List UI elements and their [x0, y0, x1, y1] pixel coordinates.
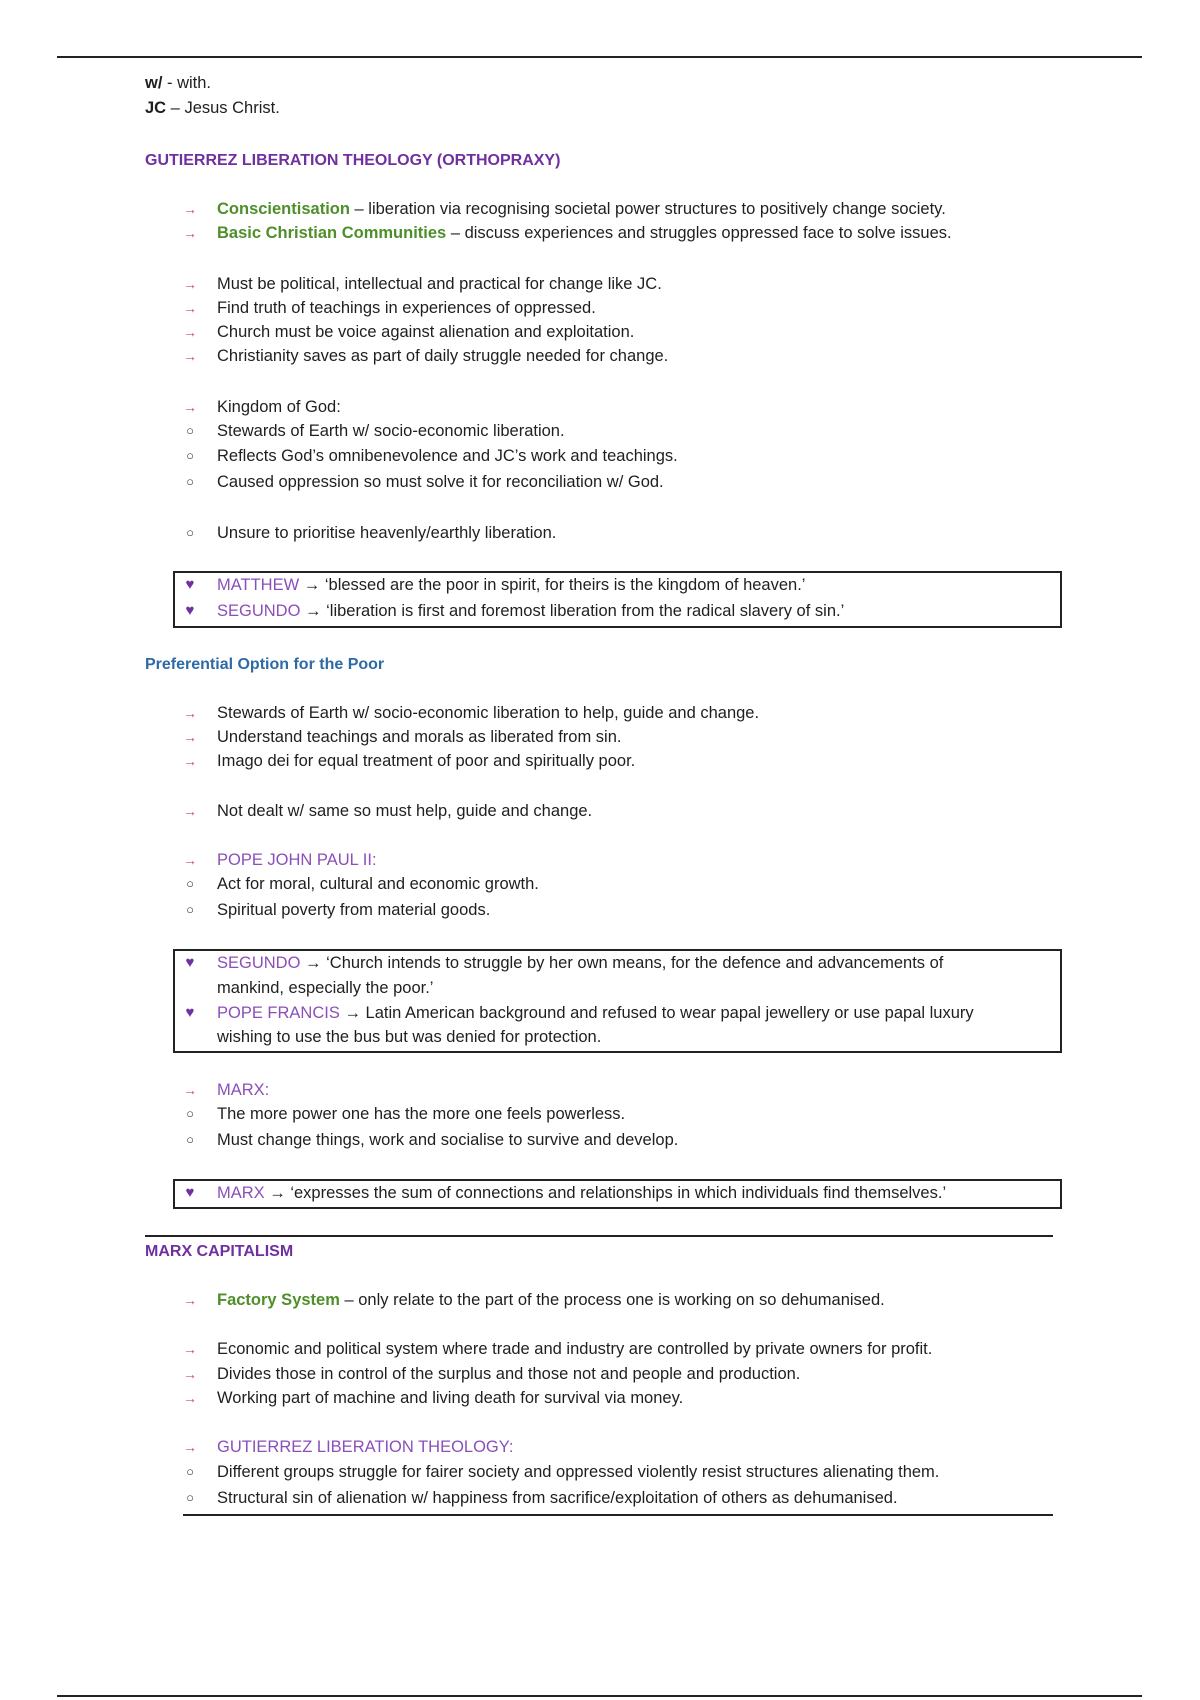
top-rule	[57, 56, 1142, 58]
heart-icon: ♥	[185, 954, 195, 971]
circle-bullet-icon: ○	[186, 448, 194, 463]
heart-icon: ♥	[185, 602, 195, 619]
arrow-icon: →	[183, 399, 197, 415]
arrow-icon: →	[183, 225, 197, 241]
arrow-icon: →	[183, 1390, 197, 1406]
heart-icon: ♥	[185, 576, 195, 593]
section-title-gutierrez: GUTIERREZ LIBERATION THEOLOGY (ORTHOPRAXY)	[145, 152, 561, 169]
section-rule-bottom	[183, 1514, 1053, 1516]
section-title-marx-capitalism: MARX CAPITALISM	[145, 1243, 294, 1260]
circle-bullet-icon: ○	[186, 474, 194, 489]
arrow-icon: →	[183, 1366, 197, 1382]
heart-icon: ♥	[185, 1004, 195, 1021]
arrow-icon: →	[183, 348, 197, 364]
abbrev-with: w/ - with.	[145, 74, 212, 92]
arrow-icon: →	[183, 753, 197, 769]
circle-bullet-icon: ○	[186, 1106, 194, 1121]
heart-icon: ♥	[185, 1184, 195, 1201]
circle-bullet-icon: ○	[186, 902, 194, 917]
section-rule	[145, 1235, 1053, 1237]
arrow-icon: →	[183, 324, 197, 340]
arrow-icon: →	[183, 803, 197, 819]
arrow-icon: →	[183, 300, 197, 316]
arrow-icon: →	[183, 852, 197, 868]
arrow-icon: →	[183, 1341, 197, 1357]
arrow-icon: →	[183, 276, 197, 292]
circle-bullet-icon: ○	[186, 423, 194, 438]
circle-bullet-icon: ○	[186, 525, 194, 540]
circle-bullet-icon: ○	[186, 1132, 194, 1147]
bottom-rule	[57, 1695, 1142, 1697]
arrow-icon: →	[183, 1439, 197, 1455]
abbrev-jc: JC – Jesus Christ.	[145, 99, 280, 117]
document-page: w/ - with. JC – Jesus Christ. GUTIERREZ LIBERATION THEOLOGY (ORTHOPRAXY) → Conscientisation – liberation via recognising societal power structures to positively change society. → Basic Christian Communities – discuss experiences and struggles oppressed face to solve issues. → Must be political, intellectual and practical for change like JC. → Find truth of teachings in experiences of oppressed. → Church must be voice against alienation and exploitation. → Christianity saves as part of daily struggle needed for change. → Kingdom of God: ○ Stewards of Earth w/ socio-economic liberation. ○ Reflects God’s omnibenevolence and JC’s work and teachings. ○ Caused oppression so must solve it for reconciliation w/ God. ○ Unsure to prioritise heavenly/earthly liberation. ♥ MATTHEW → ‘blessed are the poor in spirit, for theirs is the kingdom of heaven.’ ♥ SEGUNDO → ‘liberation is first and foremost liberation from the radical slavery of sin.’ Preferential Option for the Poor → Stewards of Earth w/ socio-economic liberation to help, guide and change. → Understand teachings and morals as liberated from sin. → Imago dei for equal treatment of poor and spiritually poor. → Not dealt w/ same so must help, guide and change. → POPE JOHN PAUL II: ○ Act for moral, cultural and economic growth. ○ Spiritual poverty from material goods. ♥ SEGUNDO → ‘Church intends to struggle by her own means, for the defence and advancements of mankind, especially the poor.’ ♥ POPE FRANCIS → Latin American background and refused to wear papal jewellery or use papal luxury wishing to use the bus but was denied for protection. → MARX: ○ The more power one has the more one feels powerless. ○ Must change things, work and socialise to survive and develop. ♥ MARX → ‘expresses the sum of connections and relationships in which individuals find themselves.’ MARX CAPITALISM → Factory System – only relate to the part of the process one is working on so dehumanised. → Economic and political system where trade and industry are controlled by private owners for profit. → Divides those in control of the surplus and those not and people and production. → Working part of machine and living death for survival via money. → GUTIERREZ LIBERATION THEOLOGY: ○ Different groups struggle for fairer society and oppressed violently resist structures alienating them. ○ Structural sin of alienation w/ happiness from sacrifice/exploitation of others as dehumanised.	[0, 0, 1200, 1700]
circle-bullet-icon: ○	[186, 1464, 194, 1479]
arrow-icon: →	[183, 705, 197, 721]
section-title-preferential-option: Preferential Option for the Poor	[145, 656, 385, 673]
circle-bullet-icon: ○	[186, 1490, 194, 1505]
arrow-icon: →	[183, 729, 197, 745]
arrow-icon: →	[183, 201, 197, 217]
arrow-icon: →	[183, 1292, 197, 1308]
arrow-icon: →	[183, 1082, 197, 1098]
circle-bullet-icon: ○	[186, 876, 194, 891]
